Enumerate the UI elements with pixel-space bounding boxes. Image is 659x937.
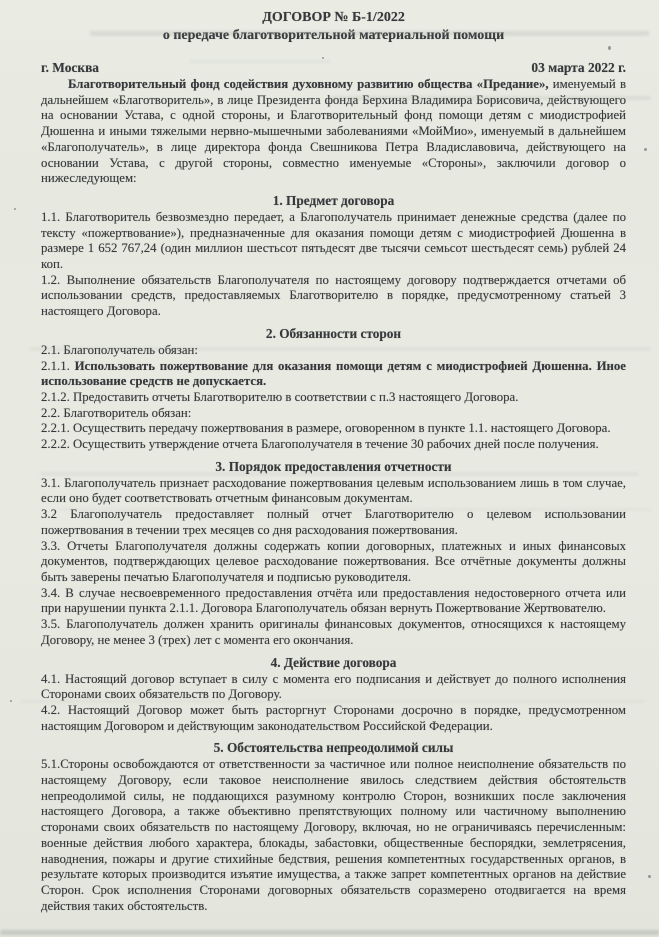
contract-paragraph [41, 421, 626, 437]
scan-streak [0, 930, 659, 935]
scan-speckle [608, 46, 611, 50]
document-date: 03 марта 2022 г. [531, 60, 626, 75]
contract-paragraph [41, 210, 626, 273]
text-run: 2.1.1. [41, 358, 75, 373]
text-run: 2.2. Благотворитель обязан: [41, 405, 192, 420]
document-title: ДОГОВОР № Б-1/2022 [262, 10, 405, 25]
contract-paragraph [41, 437, 626, 453]
section-heading-1: 1. Предмет договора [272, 192, 395, 208]
document-subtitle: о передаче благотворительной материальной помощи [162, 28, 505, 43]
text-run: 2.1. Благополучатель обязан: [41, 342, 198, 357]
text-run: 1.1. Благотворитель безвозмездно передает, а Благополучатель принимает денежные средства (далее по тексту «пожертвование»), предназначенные для оказания помощи детям с миодистрофией Дюшенна в размере 1 652 767,24 (один миллион шестьсот пятьдесят две тысячи семьсот шестьдесят семь) рублей 24 коп. [41, 209, 626, 272]
text-run: 3.3. Отчеты Благополучателя должны содержать копии договорных, платежных и иных финансовых документов, подтверждающих целевое расходование пожертвования. Все отчётные документы должны быть заверены печатью Благополучателя и подписью руководителя. [41, 538, 626, 584]
document-city: г. Москва [41, 60, 100, 75]
text-run: 2.1.2. Предоставить отчеты Благотворителю в соответствии с п.3 настоящего Договора. [41, 389, 519, 404]
contract-paragraph [41, 273, 626, 320]
contract-paragraph [41, 507, 626, 538]
section-heading-4: 4. Действие договора [270, 654, 397, 670]
scan-speckle [644, 148, 647, 151]
contract-paragraph [41, 672, 626, 703]
contract-paragraph [41, 539, 626, 586]
text-run: 4.1. Настоящий договор вступает в силу с момента его подписания и действует до полного исполнения Сторонами своих обязательств по Договору. [41, 671, 626, 702]
text-run: 4.2. Настоящий Договор может быть расторгнут Сторонами досрочно в порядке, предусмотренном настоящим Договором и действующим законодательством Российской Федерации. [41, 702, 626, 733]
scan-speckle [648, 875, 651, 878]
contract-paragraph [41, 617, 626, 648]
contract-paragraph [41, 359, 626, 390]
text-run: 5.1.Стороны освобождаются от ответственности за частичное или полное неисполнение обязательств по настоящему Договору, если таковое неисполнение явилось следствием действия обстоятельств непреодолимой силы, не поддающихся разумному контролю Сторон, возникших после заключения настоящего Договора, а также объективно препятствующих полному или частичному выполнению сторонами своих обязательств по настоящему Договору, включая, но не ограничиваясь перечисленным: военные действия любого характера, блокады, забастовки, общественные беспорядки, землетрясения, наводнения, пожары и другие стихийные бедствия, решения компетентных государственных органов, в результате которых производится изъятие имущества, а также запрет компетентных органов на действие Сторон. Срок исполнения Сторонами договорных обязательств соразмерено отодвигается на время действия таких обстоятельств. [41, 757, 626, 913]
text-run: 3.4. В случае несвоевременного предоставления отчёта или предоставления недостоверного отчета или при нарушении пункта 2.1.1. Договора Благополучатель обязан вернуть Пожертвование Жертвователю. [41, 585, 626, 616]
bold-text-run: Благотворительный фонд содействия духовному развитию общества «Предание», [68, 77, 549, 91]
contract-paragraph [41, 757, 626, 914]
scan-speckle [14, 208, 16, 210]
city-date-row [41, 59, 626, 76]
contract-paragraph [41, 476, 626, 507]
text-run: 2.2.1. Осуществить передачу пожертвования в размере, оговоренном в пункте 1.1. настоящего Договора. [41, 421, 611, 436]
section-heading-5: 5. Обстоятельства непреодолимой силы [213, 740, 454, 756]
text-run: именуемый в дальнейшем «Благотворитель», в лице Президента фонда Берхина Владимира Борисовича, действующего на основании Устава, с одной стороны, и Благотворительный фонд помощи детям с миодистрофией Дюшенна и иными тяжелыми нервно-мышечными заболеваниями «МойМио», именуемый в дальнейшем «Благополучатель», в лице директора фонда Свешникова Петра Владиславовича, действующего на основании Устава, с другой стороны, совместно именуемые «Стороны», заключили договор о нижеследующем: [41, 77, 627, 186]
text-run: 3.2 Благополучатель предоставляет полный отчет Благотворителю о целевом использовании пожертвования в течении трех месяцев со дня расходования пожертвования. [41, 507, 626, 537]
section-heading-2: 2. Обязанности сторон [265, 325, 402, 341]
bold-text-run: Использовать пожертвование для оказания помощи детям с миодистрофией Дюшенна. Иное использование средств не допускается. [41, 358, 626, 389]
section-heading-3: 3. Порядок предоставления отчетности [215, 458, 452, 474]
text-run: 3.1. Благополучатель признает расходование пожертвования целевым использованием лишь в том случае, если оно будет соответствовать отчетным финансовым документам. [41, 475, 626, 506]
text-run: 1.2. Выполнение обязательств Благополучателя по настоящему договору подтверждается отчетами об использовании средств, предоставляемых Благотворителю в порядке, предусмотренному статьей 3 настоящего Договора. [41, 272, 626, 319]
contract-paragraph [41, 586, 626, 617]
contract-paragraph [41, 390, 626, 406]
contract-paragraph [41, 703, 626, 734]
sections-container [41, 193, 626, 914]
contract-paragraph [41, 406, 626, 422]
scan-speckle [10, 700, 12, 702]
contract-paragraph [41, 343, 626, 359]
text-run: 3.5. Благополучатель должен хранить оригиналы финансовых документов, относящихся к настоящему Договору, не менее 3 (трех) лет с момента его окончания. [41, 617, 626, 647]
text-run: 2.2.2. Осуществить утверждение отчета Благополучателя в течение 30 рабочих дней после получения. [41, 437, 599, 452]
preamble-paragraph [41, 77, 626, 187]
